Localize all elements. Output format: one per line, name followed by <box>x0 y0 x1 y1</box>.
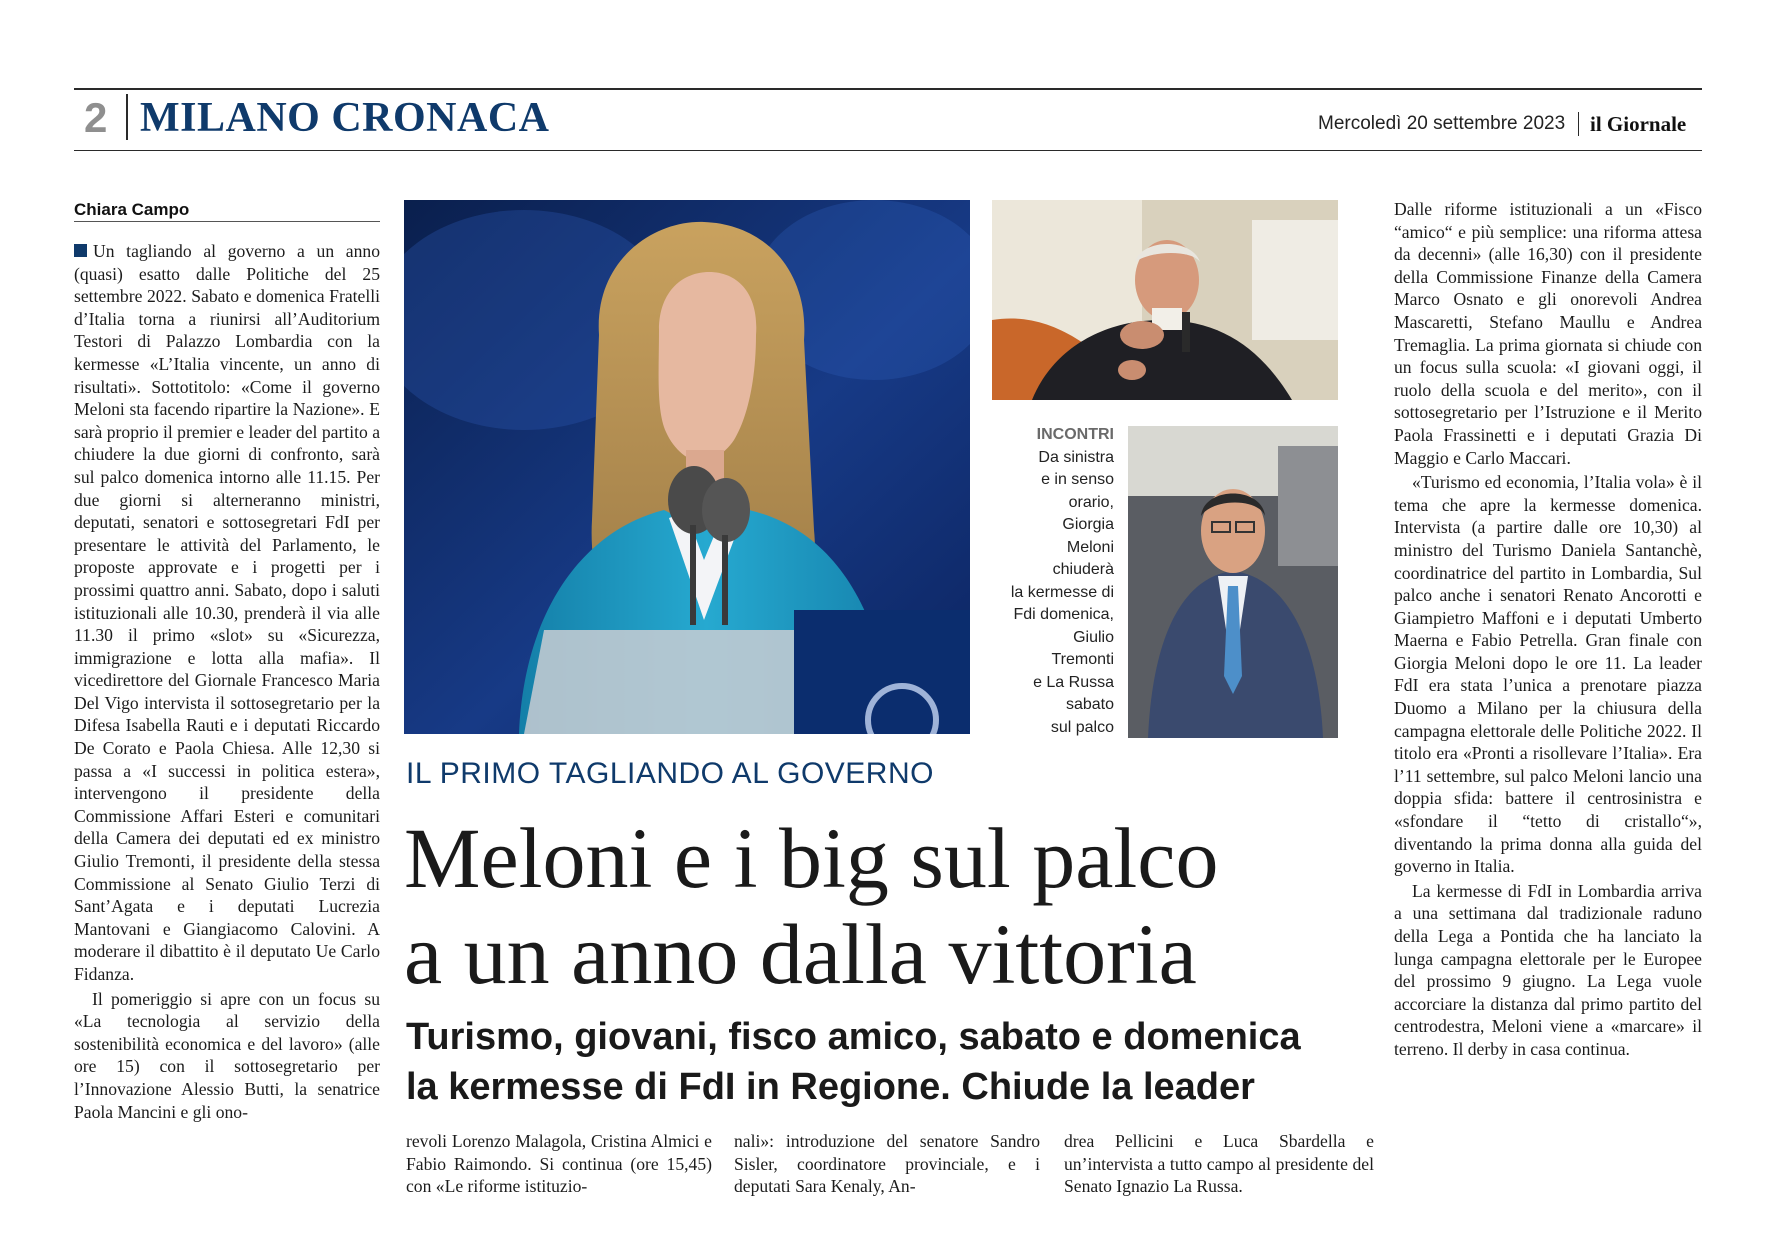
caption-line: Fdi domenica, <box>1013 606 1114 623</box>
paragraph: drea Pellicini e Luca Sbardella e un’intervista a tutto campo al presidente del Senato Ignazio La Russa. <box>1064 1131 1374 1197</box>
paragraph: «Turismo ed economia, l’Italia vola» è il tema che apre la kermesse domenica. Intervista (a partire dalle ore 10,30) al ministro del Turismo Daniela Santanchè, coordinatrice del partito in Lombardia, Sul palco anche i senatori Renato Ancorotti e Giampietro Maffoni e i deputati Umberto Maerna e Fabio Petrella. Gran finale con Giorgia Meloni dopo le ore 11. La leader FdI era stata l’unica a prenotare piazza Duomo a Milano per la chiusura della campagna elettorale delle Politiche 2022. Il titolo era «Pronti a risollevare l’Italia». Era l’11 settembre, sul palco Meloni lancio una doppia sfida: battere il centrosinistra e «sfondare il “tetto di cristallo“», diventando la prima donna alla guida del governo in Italia. <box>1394 472 1702 877</box>
article-column-left <box>74 240 380 1125</box>
photo-la-russa <box>1128 426 1338 738</box>
caption-line: Da sinistra <box>1038 448 1114 466</box>
caption-line: Giulio <box>1073 628 1114 646</box>
caption-line: orario, <box>1068 493 1114 511</box>
masthead-logo: il Giornale <box>1590 112 1687 136</box>
caption-line: Giorgia <box>1062 516 1114 533</box>
article-column-bottom-1 <box>406 1130 712 1200</box>
headline-line: Meloni e i big sul palco <box>404 810 1219 906</box>
header-separator <box>126 94 128 140</box>
article-column-bottom-2 <box>734 1130 1040 1200</box>
byline-rule <box>74 221 380 222</box>
paragraph: nali»: introduzione del senatore Sandro Sisler, coordinatore provinciale, e i deputati Sara Kenaly, An- <box>734 1131 1040 1197</box>
photo-caption <box>986 424 1114 739</box>
headline <box>404 810 1218 1002</box>
caption-line: sabato <box>1065 696 1114 713</box>
header-bottom-rule <box>74 150 1702 151</box>
caption-label: INCONTRI <box>1036 426 1114 443</box>
paragraph: Dalle riforme istituzionali a un «Fisco “amico“ e più semplice: una riforma attesa da decenni» (alle 16,30) con il presidente della Commissione Finanze della Camera Marco Osnato e gli onorevoli Andrea Mascaretti, Stefano Maullu e Andrea Tremaglia. La prima giornata si chiude con un focus sulla scuola: «I giovani oggi, il ruolo della scuola e del merito», con il sottosegretario per l’Istruzione e il Merito Paola Frassinetti e i deputati Grazia Di Maggio e Carlo Maccari. <box>1394 199 1702 468</box>
page-number: 2 <box>84 94 108 141</box>
subheadline-line: la kermesse di FdI in Regione. Chiude la leader <box>406 1066 1255 1108</box>
masthead-separator <box>1578 112 1579 136</box>
lead-paragraph: Un tagliando al governo a un anno (quasi) esatto dalle Politiche del 25 settembre 2022. Sabato e domenica Fratelli d’Italia torna a riunirsi all’Auditorium Testori di Palazzo Lombardia con la kermesse «L’Italia vincente, un anno di risultati». Sottotitolo: «Come il governo Meloni sta facendo ripartire la Nazione». E sarà proprio il premier e leader del partito a chiudere la due giorni di confronto, sarà sul palco domenica intorno alle 11.15. Per due giorni si alterneranno ministri, deputati, senatori e sottosegretari FdI per presentare le attività del Parlamento, le proposte approvate e i progetti per i prossimi quattro anni. Sabato, dopo i saluti istituzionali alle 10.30, prenderà il via alle 11.30 il primo «slot» su «Sicurezza, immigrazione e lotta alla mafia». Il vicedirettore del Giornale Francesco Maria Del Vigo intervista il sottosegretario per la Difesa Isabella Rauti e i deputati Riccardo De Corato e Paola Chiesa. Alle 12,30 si passa a «I successi in politica estera», intervengono il presidente della Commissione Affari Esteri e comunitari della Camera dei deputati ed ex ministro Giulio Tremonti, il presidente della stessa Commissione al Senato Giulio Terzi di Sant’Agata e i deputati Lucrezia Mantovani e Giangiacomo Calovini. A moderare il dibattito è il deputato Ue Carlo Fidanza. <box>74 241 380 984</box>
caption-line: la kermesse di <box>1010 583 1114 601</box>
byline: Chiara Campo <box>74 200 190 219</box>
caption-line: chiuderà <box>1052 561 1114 578</box>
kicker: IL PRIMO TAGLIANDO AL GOVERNO <box>406 757 934 790</box>
section-title: MILANO CRONACA <box>140 95 550 141</box>
photo-meloni <box>404 200 970 734</box>
paragraph: La kermesse di FdI in Lombardia arriva a una settimana dal tradizionale raduno della Lega a Pontida che ha lanciato la lunga campagna elettorale per le Europee del prossimo 9 giugno. La Lega vuole accorciare la distanza dal primo partito del centrodestra, Meloni viene a «marcare» il terreno. Il derby in casa continua. <box>1394 880 1702 1059</box>
article-column-right <box>1394 198 1702 1063</box>
photo-tremonti <box>992 200 1338 400</box>
paragraph: revoli Lorenzo Malagola, Cristina Almici e Fabio Raimondo. Si continua (ore 15,45) con «Le riforme istituzio- <box>406 1131 712 1197</box>
caption-line: sul palco <box>1050 718 1114 736</box>
meloni-photo-illustration <box>404 200 970 734</box>
caption-line: e La Russa <box>1033 673 1114 691</box>
paragraph: Il pomeriggio si apre con un focus su «La tecnologia al servizio della sostenibilità economica e del lavoro» (alle ore 15) con il sottosegretario per l’Innovazione Alessio Butti, la senatrice Paola Mancini e gli ono- <box>74 988 380 1122</box>
tremonti-photo-illustration <box>992 200 1338 400</box>
la-russa-photo-illustration <box>1128 426 1338 738</box>
lead-marker-icon <box>74 244 87 257</box>
subheadline-line: Turismo, giovani, fisco amico, sabato e domenica <box>406 1016 1301 1058</box>
caption-line: Meloni <box>1066 538 1114 556</box>
article-column-bottom-3 <box>1064 1130 1374 1200</box>
caption-line: Tremonti <box>1051 651 1114 668</box>
subheadline <box>406 1012 1301 1112</box>
header-top-rule <box>74 88 1702 90</box>
headline-line: a un anno dalla vittoria <box>404 906 1197 1002</box>
issue-date: Mercoledì 20 settembre 2023 <box>1318 113 1566 134</box>
caption-line: e in senso <box>1041 471 1114 488</box>
